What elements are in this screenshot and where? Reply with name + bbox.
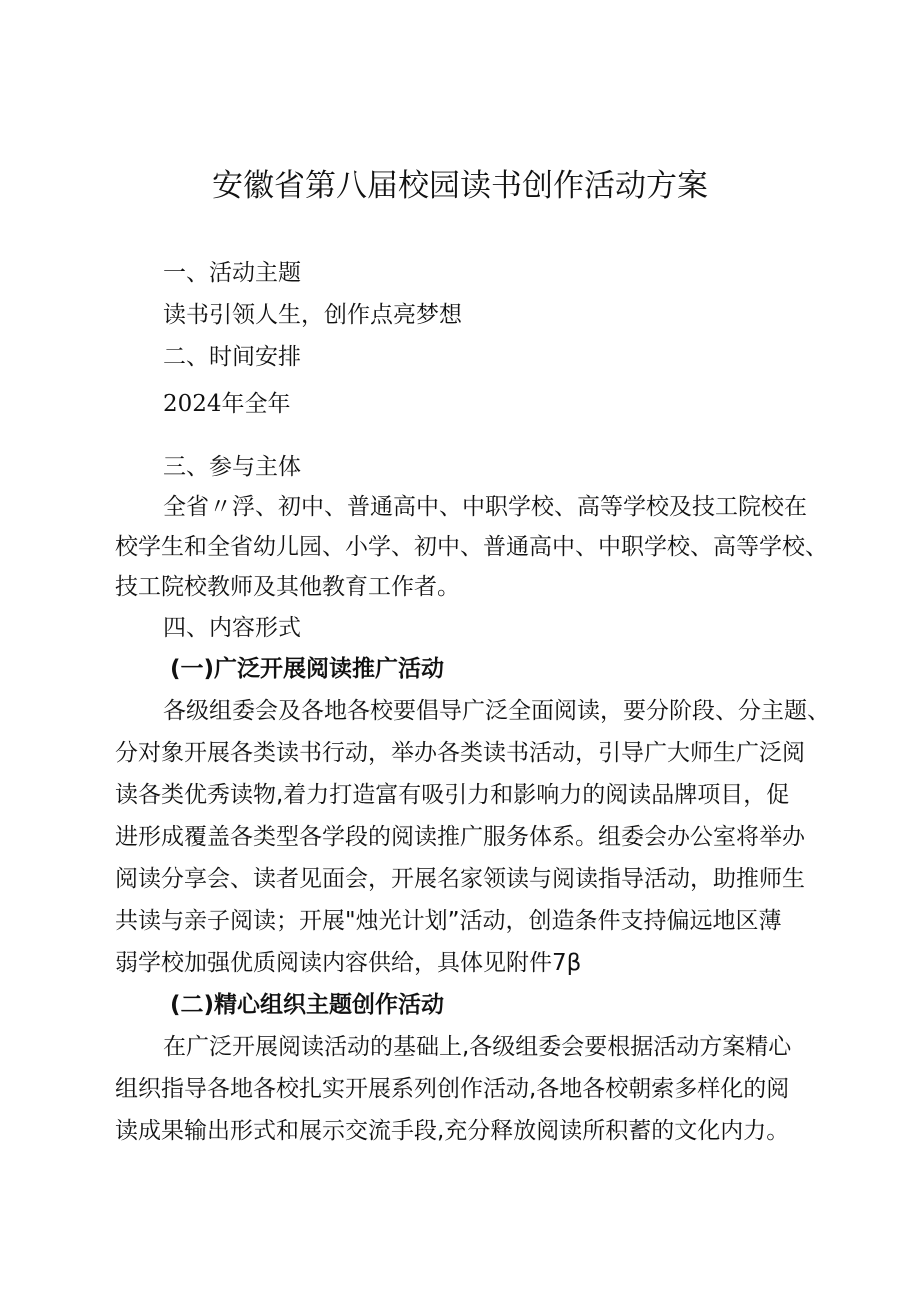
creation-line-2: 组织指导各地各校扎实开展系列创作活动,各地各校朝索多样化的阅 [115, 1076, 790, 1102]
subsection-heading-creation: (二)精心组织主题创作活动 [170, 992, 445, 1018]
section-heading-participants: 三、参与主体 [163, 454, 301, 480]
theme-text: 读书引领人生，创作点亮梦想 [163, 302, 462, 328]
participants-line-1: 全省〃浮、初中、普通高中、中职学校、高等学校及技工院校在 [163, 494, 807, 520]
reading-line-1: 各级组委会及各地各校要倡导广泛全面阅读，要分阶段、分主题、 [163, 698, 830, 724]
section-heading-theme: 一、活动主题 [163, 260, 301, 286]
schedule-text: 2024年全年 [163, 391, 291, 417]
participants-line-2: 校学生和全省幼儿园、小学、初中、普通高中、中职学校、高等学校、 [115, 534, 828, 560]
reading-line-2: 分对象开展各类读书行动，举办各类读书活动，引导广大师生广泛阅 [115, 740, 805, 766]
reading-line-5: 阅读分享会、读者见面会，开展名家领读与阅读指导活动，助推师生 [115, 866, 805, 892]
creation-line-1: 在广泛开展阅读活动的基础上,各级组委会要根据活动方案精心 [163, 1034, 792, 1060]
reading-line-4: 进形成覆盖各类型各学段的阅读推广服务体系。组委会办公室将举办 [115, 824, 805, 850]
subsection-heading-reading: (一)广泛开展阅读推广活动 [170, 656, 445, 682]
document-title: 安徽省第八届校园读书创作活动方案 [212, 168, 708, 204]
reading-line-6: 共读与亲子阅读；开展"烛光计划”活动，创造条件支持偏远地区薄 [115, 908, 782, 934]
creation-line-3: 读成果输出形式和展示交流手段,充分释放阅读所积蓄的文化内力。 [115, 1118, 790, 1144]
section-heading-content: 四、内容形式 [163, 615, 301, 641]
section-heading-schedule: 二、时间安排 [163, 344, 301, 370]
reading-line-3: 读各类优秀读物,着力打造富有吸引力和影响力的阅读品牌项目，促 [115, 782, 790, 808]
participants-line-3: 技工院校教师及其他教育工作者。 [115, 574, 460, 600]
reading-line-7: 弱学校加强优质阅读内容供给，具体见附件7β [115, 950, 582, 976]
